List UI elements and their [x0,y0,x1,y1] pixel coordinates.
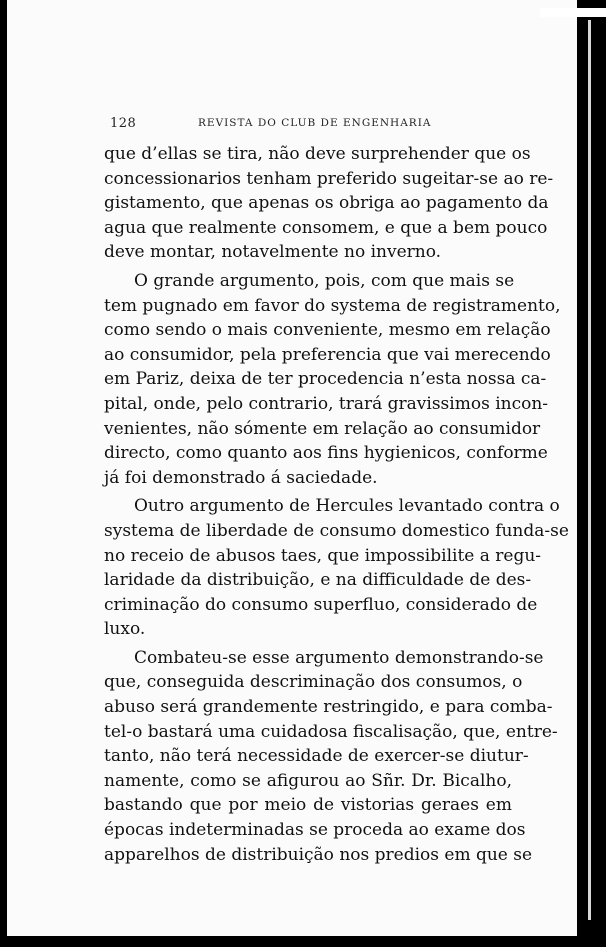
scan-edge-mark [540,8,606,17]
text-line: luxo. [104,619,146,640]
text-line: O grande argumento, pois, com que mais se [134,270,515,291]
text-line: deve montar, notavelmente no inverno. [104,242,442,263]
text-line: pital, onde, pelo contrario, trará gravissimos incon- [104,393,549,414]
text-line: Combateu-se esse argumento demonstrando-se [134,647,544,668]
running-title: REVISTA DO CLUB DE ENGENHARIA [198,117,432,129]
text-line: laridade da distribuição, e na difficuldade de des- [104,570,532,591]
text-line: ao consumidor, pela preferencia que vai merecendo [104,344,551,365]
text-line: bastando que por meio de vistorias geraes em [104,795,512,816]
text-line: como sendo o mais conveniente, mesmo em relação [104,320,551,341]
text-line: Outro argumento de Hercules levantado contra o [134,496,560,517]
text-line: concessionarios tenham preferido sugeitar-se ao re- [104,168,554,189]
text-line: systema de liberdade de consumo domestico funda-se [104,520,569,541]
text-line: tem pugnado em favor do systema de registramento, [104,295,561,316]
text-line: que, conseguida descriminação dos consumos, o [104,672,523,693]
text-line: gistamento, que apenas os obriga ao pagamento da [104,193,549,214]
scan-edge-line [588,20,591,920]
text-line: tel-o bastará uma cuidadosa fiscalisação, que, entre- [104,721,558,742]
text-line: abuso será grandemente restringido, e para comba- [104,697,553,718]
paragraph [104,494,569,642]
paragraph [104,269,561,490]
text-line: agua que realmente consomem, e que a bem pouco [104,217,548,238]
text-line: namente, como se afigurou ao Sñr. Dr. Bicalho, [104,770,512,791]
text-line: já foi demonstrado á saciedade. [104,467,378,488]
page-header [110,116,510,132]
page-number: 128 [110,116,137,131]
body-text [104,142,569,867]
text-line: que d’ellas se tira, não deve surprehender que os [104,144,531,164]
text-line: tanto, não terá necessidade de exercer-se diutur- [104,746,529,767]
text-line: criminação do consumo superfluo, considerado de [104,594,538,615]
text-line: apparelhos de distribuição nos predios em que se [104,844,533,865]
text-line: directo, como quanto aos fins hygienicos, conforme [104,443,548,464]
paragraph [104,142,554,265]
text-line: em Pariz, deixa de ter procedencia n’esta nossa ca- [104,369,547,390]
paragraph [104,646,558,867]
page-edge-shadow [577,0,606,947]
text-line: no receio de abusos taes, que impossibilite a regu- [104,545,542,566]
text-line: venientes, não sómente em relação ao consumidor [104,418,541,439]
text-line: épocas indeterminadas se proceda ao exame dos [104,820,526,841]
